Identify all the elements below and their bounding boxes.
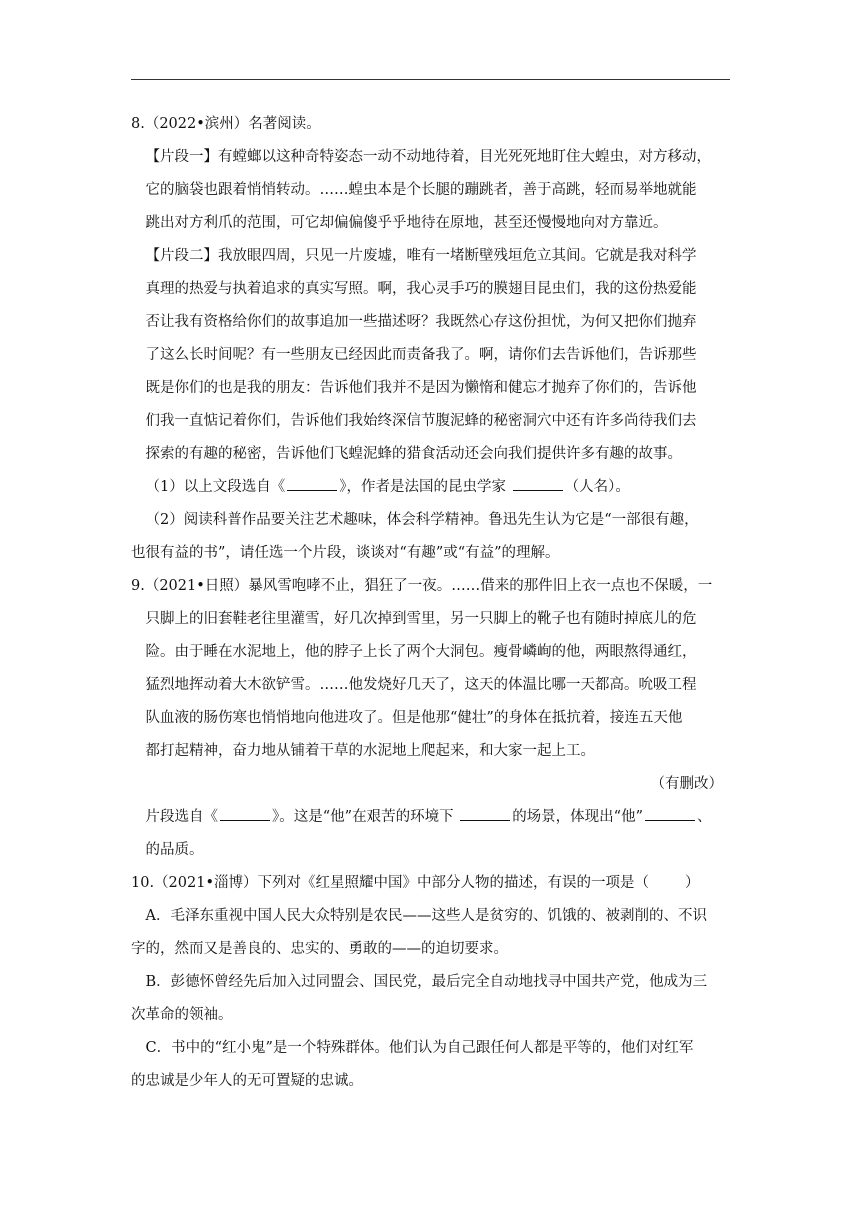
q9-answer-end: 的品质。 xyxy=(145,842,204,858)
q10-heading xyxy=(131,867,731,900)
q8-frag2-line: 真理的热爱与执着追求的真实写照。啊，我心灵手巧的膜翅目昆虫们，我的这份热爱能 xyxy=(145,281,697,297)
q10-option-a: 字的，然而又是善良的、忠实的、勇敢的——的迫切要求。 xyxy=(131,941,508,957)
page-content xyxy=(131,108,731,1098)
q9-line: 9.（2021•日照）暴风雪咆哮不止，猖狂了一夜。……借来的那件旧上衣一点也不保暖，一 xyxy=(131,578,713,594)
q8-sub2-line: 也很有益的书”，请任选一个片段，谈谈对“有趣”或“有益”的理解。 xyxy=(131,545,560,561)
q8-sub1-text: 》，作者是法国的昆虫学家 xyxy=(339,479,506,495)
q8-frag2-line: 探索的有趣的秘密，告诉他们飞蝗泥蜂的猎食活动还会向我们提供许多有趣的故事。 xyxy=(145,446,682,462)
answer-blank[interactable] xyxy=(645,806,695,821)
q8-frag1-line: 跳出对方利爪的范围，可它却偏偏傻乎乎地待在原地，甚至还慢慢地向对方靠近。 xyxy=(145,215,668,231)
q8-sub2-line: （2）阅读科普作品要关注艺术趣味，体会科学精神。鲁迅先生认为它是“一部很有趣， xyxy=(145,512,699,528)
q9-line: 队血液的肠伤寒也悄悄地向他进攻了。但是他那“健壮”的身体在抵抗着，接连五天他 xyxy=(145,710,683,726)
q9-answer-text: 》。这是“他”在艰苦的环境下 xyxy=(272,809,454,825)
answer-blank[interactable] xyxy=(460,806,510,821)
q9-answer-text: 的场景，体现出“他” xyxy=(512,809,644,825)
answer-blank[interactable] xyxy=(287,476,337,491)
q9-answer-text: 片段选自《 xyxy=(145,809,218,825)
q8-frag2-line: 【片段二】我放眼四周，只见一片废墟，唯有一堵断壁残垣危立其间。它就是我对科学 xyxy=(145,248,697,264)
q8-frag1-line: 它的脑袋也跟着悄悄转动。……蝗虫本是个长腿的蹦跳者，善于高跳，轻而易举地就能 xyxy=(145,182,697,198)
q9-line: 都打起精神，奋力地从铺着干草的水泥地上爬起来，和大家一起上工。 xyxy=(145,743,595,759)
q8-heading: 8.（2022•滨州）名著阅读。 xyxy=(131,116,321,132)
q10-option-c: 的忠诚是少年人的无可置疑的忠诚。 xyxy=(131,1073,363,1089)
q9-answer-text: 、 xyxy=(697,809,712,825)
q9-note: （有删改） xyxy=(650,776,723,792)
answer-blank[interactable] xyxy=(513,476,563,491)
q8-sub1 xyxy=(131,471,731,504)
q10-heading-text: ） xyxy=(685,875,700,891)
q8-frag1-line: 【片段一】有螳螂以这种奇特姿态一动不动地待着，目光死死地盯住大蝗虫，对方移动， xyxy=(145,149,711,165)
q9-line: 猛烈地挥动着大木欲铲雪。……他发烧好几天了，这天的体温比哪一天都高。吮吸工程 xyxy=(145,677,697,693)
q8-sub1-text: （1）以上文段选自《 xyxy=(145,479,286,495)
q9-line: 险。由于睡在水泥地上，他的脖子上长了两个大洞包。瘦骨嶙峋的他，两眼熬得通红， xyxy=(145,644,697,660)
answer-blank[interactable] xyxy=(220,806,270,821)
q9-line: 只脚上的旧套鞋老往里灌雪，好几次掉到雪里，另一只脚上的靴子也有随时掉底儿的危 xyxy=(145,611,697,627)
q8-frag2-line: 了这么长时间呢？有一些朋友已经因此而责备我了。啊，请你们去告诉他们，告诉那些 xyxy=(145,347,697,363)
q10-heading-text: 10.（2021•淄博）下列对《红星照耀中国》中部分人物的描述，有误的一项是（ xyxy=(131,875,650,891)
q10-option-b: 次革命的领袖。 xyxy=(131,1007,233,1023)
q9-answer xyxy=(131,801,731,834)
q8-frag2-line: 既是你们的也是我的朋友：告诉他们我并不是因为懒惰和健忘才抛弃了你们的，告诉他 xyxy=(145,380,697,396)
q10-option-c: C．书中的“红小鬼”是一个特殊群体。他们认为自己跟任何人都是平等的，他们对红军 xyxy=(145,1040,694,1056)
q10-option-a: A．毛泽东重视中国人民大众特别是农民——这些人是贫穷的、饥饿的、被剥削的、不识 xyxy=(145,908,707,924)
q10-option-b: B．彭德怀曾经先后加入过同盟会、国民党，最后完全自动地找寻中国共产党，他成为三 xyxy=(145,974,708,990)
q8-frag2-line: 们我一直惦记着你们，告诉他们我始终深信节腹泥蜂的秘密洞穴中还有许多尚待我们去 xyxy=(145,413,697,429)
q8-sub1-text: （人名）。 xyxy=(564,479,630,495)
header-rule xyxy=(131,79,730,80)
q8-frag2-line: 否让我有资格给你们的故事追加一些描述呀？我既然心存这份担忧，为何又把你们抛弃 xyxy=(145,314,697,330)
